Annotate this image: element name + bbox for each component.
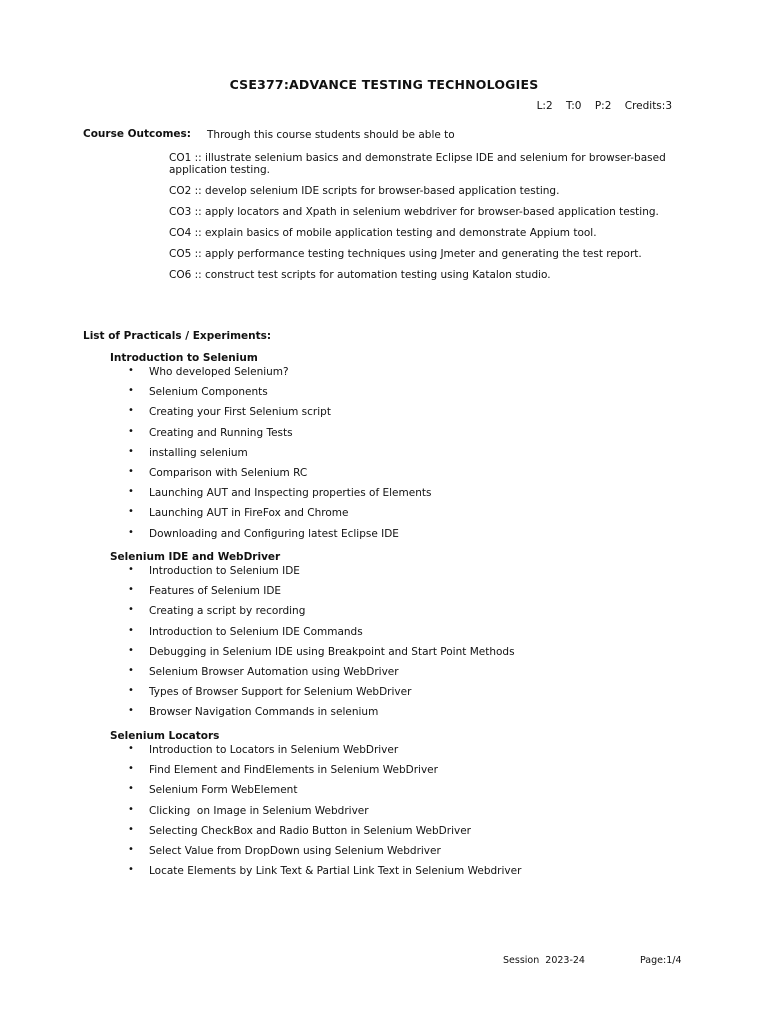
course-outcomes-list [169, 153, 679, 291]
list-item [110, 605, 710, 625]
list-item [110, 386, 710, 406]
section-list [110, 744, 710, 885]
bullet-icon: • [128, 465, 134, 477]
list-item [110, 706, 710, 726]
bullet-icon: • [128, 365, 134, 376]
bullet-icon: • [128, 823, 134, 835]
section-list [110, 565, 710, 727]
list-item-text: Locate Elements by Link Text & Partial Link Text in Selenium Webdriver [149, 865, 522, 878]
section-title: Introduction to Selenium [110, 352, 258, 364]
bullet-icon: • [128, 584, 134, 596]
course-outcome-item: CO5 :: apply performance testing techniques using Jmeter and generating the test report. [169, 247, 642, 260]
course-outcome-item: CO1 :: illustrate selenium basics and demonstrate Eclipse IDE and selenium for browser-based application testing. [169, 152, 666, 176]
course-outcome-item: CO4 :: explain basics of mobile application testing and demonstrate Appium tool. [169, 226, 597, 239]
course-outcome-item: CO3 :: apply locators and Xpath in selenium webdriver for browser-based application testing. [169, 205, 659, 218]
course-outcomes-intro: Through this course students should be able to [207, 129, 455, 141]
bullet-icon: • [128, 664, 134, 676]
list-item [110, 447, 710, 467]
list-item-text: Selenium Browser Automation using WebDriver [149, 665, 399, 678]
list-item-text: Creating a script by recording [149, 605, 306, 618]
section-title: Selenium IDE and WebDriver [110, 551, 281, 563]
course-outcome-item: CO6 :: construct test scripts for automation testing using Katalon studio. [169, 268, 551, 281]
tutorial-hours: T:0 [566, 100, 582, 112]
credits: Credits:3 [624, 100, 672, 112]
list-item [110, 585, 710, 605]
footer-page-number: Page:1/4 [640, 955, 682, 966]
bullet-icon: • [128, 864, 134, 876]
lecture-hours: L:2 [536, 100, 553, 112]
list-item-text: Select Value from DropDown using Selenium Webdriver [149, 844, 441, 857]
bullet-icon: • [128, 405, 134, 417]
bullet-icon: • [128, 705, 134, 717]
list-item [110, 646, 710, 666]
list-item-text: Selecting CheckBox and Radio Button in Selenium WebDriver [149, 824, 471, 837]
list-item [110, 845, 710, 865]
list-item-text: Launching AUT and Inspecting properties of Elements [149, 487, 432, 500]
list-item-text: Introduction to Selenium IDE Commands [149, 625, 363, 638]
section-selenium-ide-and-webdriver [110, 551, 710, 727]
list-item [110, 528, 710, 548]
ltp-credits [527, 100, 672, 112]
list-item [110, 406, 710, 426]
bullet-icon: • [128, 763, 134, 775]
bullet-icon: • [128, 425, 134, 437]
list-item-text: Introduction to Locators in Selenium WebDriver [149, 744, 399, 756]
bullet-icon: • [128, 743, 134, 754]
list-item-text: Selenium Form WebElement [149, 784, 298, 797]
list-item [110, 467, 710, 487]
list-item-text: Features of Selenium IDE [149, 585, 282, 598]
practicals-heading: List of Practicals / Experiments: [83, 330, 272, 342]
list-item-text: Who developed Selenium? [149, 366, 289, 378]
bullet-icon: • [128, 685, 134, 697]
bullet-icon: • [128, 526, 134, 538]
list-item [110, 366, 710, 386]
list-item-text: Find Element and FindElements in Selenium WebDriver [149, 764, 438, 777]
bullet-icon: • [128, 445, 134, 457]
footer-session: Session 2023-24 [503, 955, 585, 966]
list-item-text: Introduction to Selenium IDE [149, 565, 300, 577]
bullet-icon: • [128, 506, 134, 518]
list-item [110, 686, 710, 706]
course-outcomes-label: Course Outcomes: [83, 128, 191, 140]
bullet-icon: • [128, 803, 134, 815]
list-item [110, 865, 710, 885]
bullet-icon: • [128, 385, 134, 397]
practical-hours: P:2 [594, 100, 612, 112]
list-item [110, 565, 710, 585]
list-item-text: Creating and Running Tests [149, 426, 293, 439]
list-item [110, 784, 710, 804]
course-outcome-item: CO2 :: develop selenium IDE scripts for browser-based application testing. [169, 184, 560, 197]
list-item-text: Comparison with Selenium RC [149, 466, 308, 479]
list-item-text: Browser Navigation Commands in selenium [149, 706, 379, 719]
list-item [110, 427, 710, 447]
list-item-text: Debugging in Selenium IDE using Breakpoint and Start Point Methods [149, 645, 515, 658]
list-item [110, 744, 710, 764]
list-item [110, 825, 710, 845]
bullet-icon: • [128, 604, 134, 616]
list-item-text: installing selenium [149, 446, 248, 459]
bullet-icon: • [128, 644, 134, 656]
list-item-text: Downloading and Configuring latest Eclipse IDE [149, 527, 399, 540]
section-title: Selenium Locators [110, 730, 220, 742]
section-introduction-to-selenium [110, 352, 710, 548]
list-item-text: Creating your First Selenium script [149, 406, 331, 419]
bullet-icon: • [128, 624, 134, 636]
list-item [110, 626, 710, 646]
list-item-text: Clicking on Image in Selenium Webdriver [149, 804, 369, 817]
course-title: CSE377:ADVANCE TESTING TECHNOLOGIES [229, 77, 539, 92]
list-item [110, 666, 710, 686]
section-selenium-locators [110, 730, 710, 885]
list-item-text: Selenium Components [149, 386, 268, 399]
list-item-text: Types of Browser Support for Selenium WebDriver [149, 686, 412, 699]
bullet-icon: • [128, 783, 134, 795]
list-item-text: Launching AUT in FireFox and Chrome [149, 507, 349, 520]
list-item [110, 487, 710, 507]
bullet-icon: • [128, 843, 134, 855]
list-item [110, 805, 710, 825]
bullet-icon: • [128, 486, 134, 498]
section-list [110, 366, 710, 548]
list-item [110, 507, 710, 527]
list-item [110, 764, 710, 784]
bullet-icon: • [128, 564, 134, 575]
